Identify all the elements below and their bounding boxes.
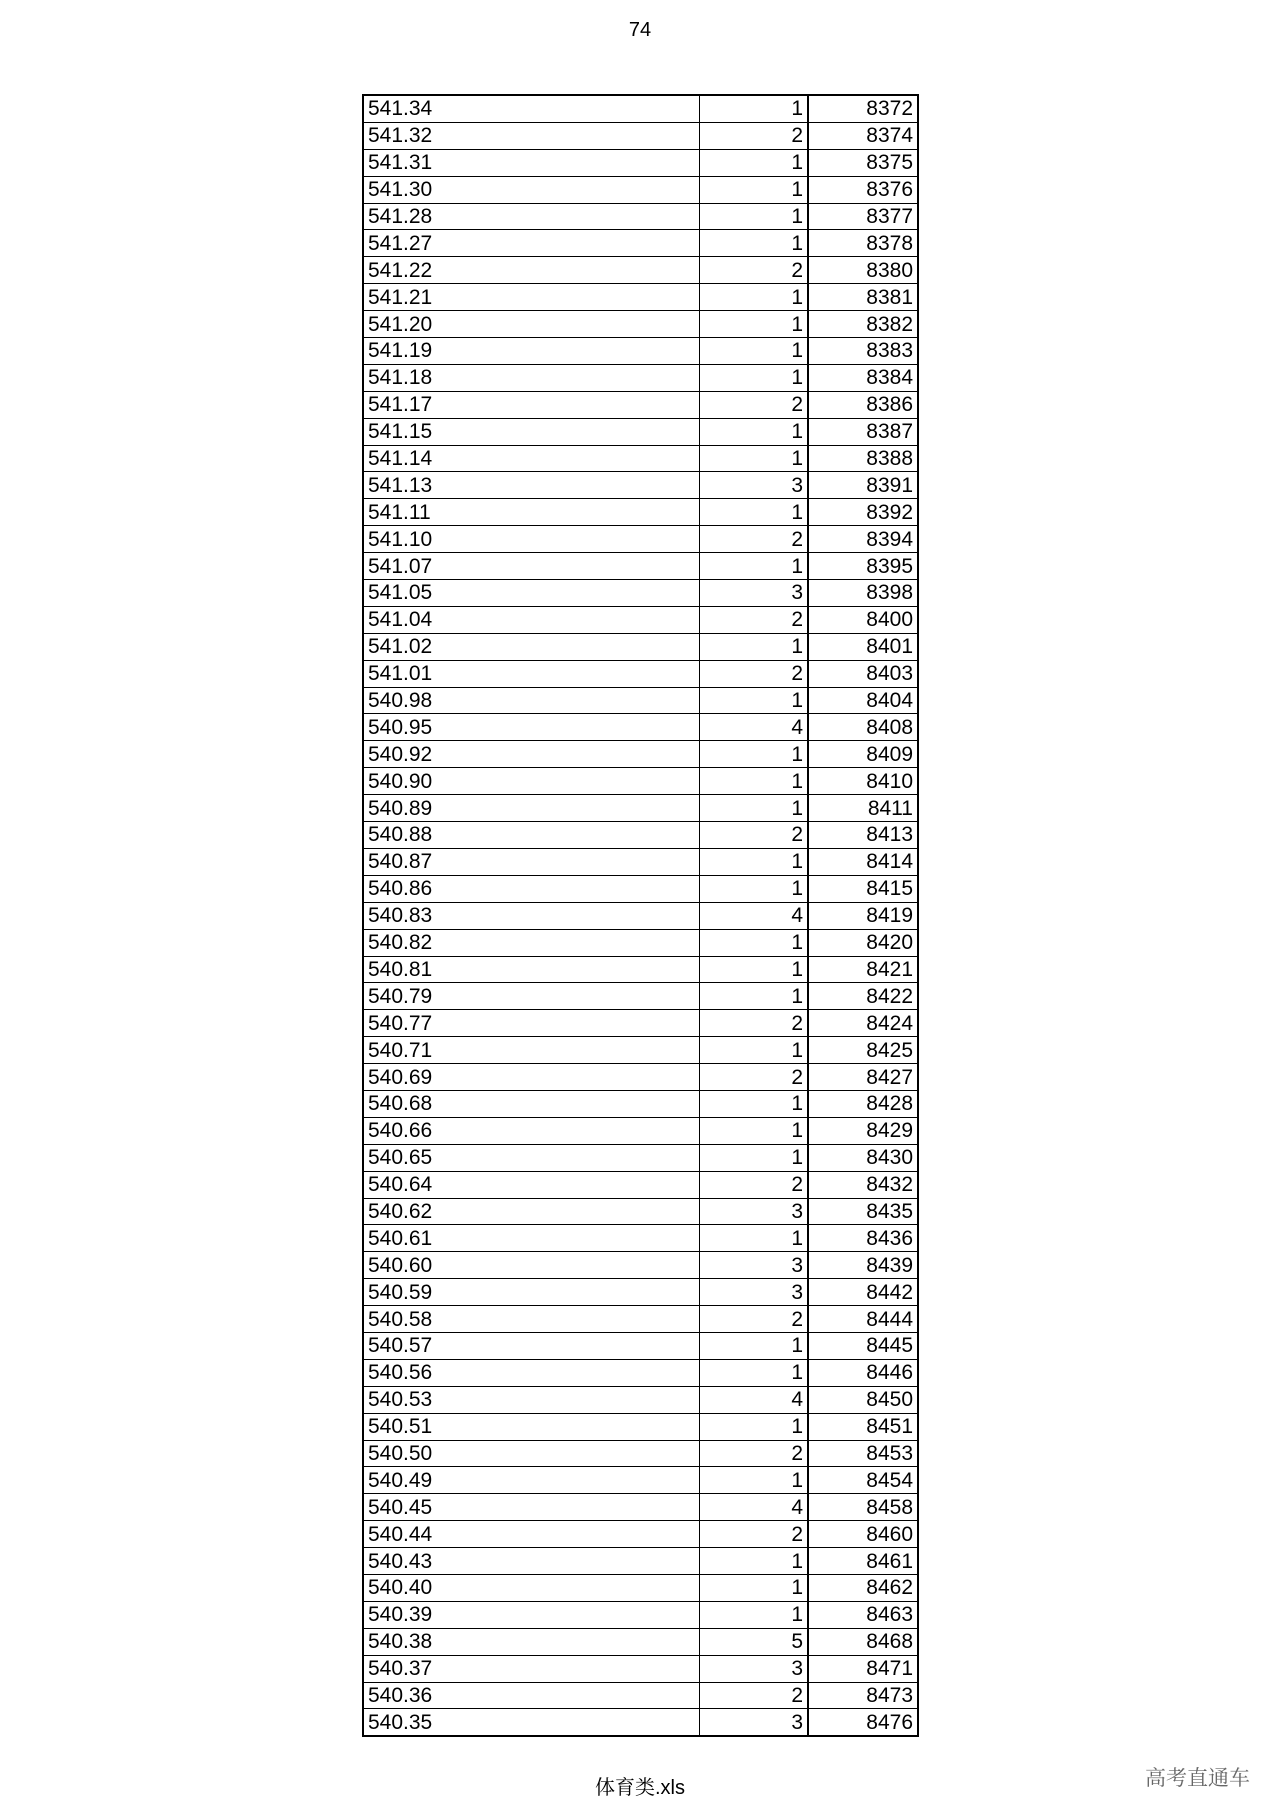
score-cell: 540.86: [363, 875, 699, 902]
table-row: [363, 1494, 918, 1521]
cumulative-cell: 8383: [808, 338, 918, 365]
cumulative-cell: 8451: [808, 1413, 918, 1440]
table-row: [363, 795, 918, 822]
cumulative-cell: 8409: [808, 741, 918, 768]
score-cell: 541.20: [363, 311, 699, 338]
table-row: [363, 1386, 918, 1413]
table-row: [363, 284, 918, 311]
cumulative-cell: 8388: [808, 445, 918, 472]
table-row: [363, 1037, 918, 1064]
count-cell: 1: [699, 1144, 808, 1171]
page-number: 74: [628, 19, 652, 41]
table-row: [363, 1198, 918, 1225]
count-cell: 1: [699, 149, 808, 176]
cumulative-cell: 8374: [808, 122, 918, 149]
cumulative-cell: 8377: [808, 203, 918, 230]
count-cell: 2: [699, 1306, 808, 1333]
table-row: [363, 848, 918, 875]
count-cell: 1: [699, 311, 808, 338]
table-row: [363, 714, 918, 741]
score-cell: 540.56: [363, 1359, 699, 1386]
table-row: [363, 1709, 918, 1736]
table-row: [363, 1413, 918, 1440]
table-row: [363, 391, 918, 418]
cumulative-cell: 8429: [808, 1117, 918, 1144]
score-cell: 541.04: [363, 606, 699, 633]
score-cell: 540.58: [363, 1306, 699, 1333]
count-cell: 1: [699, 1332, 808, 1359]
table-row: [363, 1682, 918, 1709]
score-cell: 541.17: [363, 391, 699, 418]
count-cell: 1: [699, 1117, 808, 1144]
table-row: [363, 364, 918, 391]
score-cell: 541.28: [363, 203, 699, 230]
cumulative-cell: 8458: [808, 1494, 918, 1521]
count-cell: 4: [699, 1386, 808, 1413]
count-cell: 3: [699, 1198, 808, 1225]
count-cell: 1: [699, 768, 808, 795]
score-cell: 541.27: [363, 230, 699, 257]
cumulative-cell: 8444: [808, 1306, 918, 1333]
count-cell: 3: [699, 1252, 808, 1279]
score-cell: 540.92: [363, 741, 699, 768]
cumulative-cell: 8392: [808, 499, 918, 526]
score-cell: 540.98: [363, 687, 699, 714]
score-cell: 540.88: [363, 822, 699, 849]
count-cell: 2: [699, 660, 808, 687]
score-cell: 540.59: [363, 1279, 699, 1306]
count-cell: 1: [699, 338, 808, 365]
score-cell: 540.90: [363, 768, 699, 795]
cumulative-cell: 8445: [808, 1332, 918, 1359]
count-cell: 2: [699, 122, 808, 149]
score-cell: 540.95: [363, 714, 699, 741]
score-cell: 541.02: [363, 633, 699, 660]
count-cell: 5: [699, 1628, 808, 1655]
score-cell: 541.22: [363, 257, 699, 284]
score-cell: 540.81: [363, 956, 699, 983]
cumulative-cell: 8400: [808, 606, 918, 633]
cumulative-cell: 8461: [808, 1548, 918, 1575]
count-cell: 4: [699, 714, 808, 741]
score-cell: 540.89: [363, 795, 699, 822]
cumulative-cell: 8420: [808, 929, 918, 956]
cumulative-cell: 8419: [808, 902, 918, 929]
score-cell: 541.34: [363, 95, 699, 122]
cumulative-cell: 8424: [808, 1010, 918, 1037]
table-body: [363, 95, 918, 1736]
table-row: [363, 822, 918, 849]
cumulative-cell: 8476: [808, 1709, 918, 1736]
score-cell: 541.32: [363, 122, 699, 149]
table-row: [363, 768, 918, 795]
cumulative-cell: 8442: [808, 1279, 918, 1306]
count-cell: 1: [699, 1037, 808, 1064]
cumulative-cell: 8391: [808, 472, 918, 499]
score-cell: 540.68: [363, 1090, 699, 1117]
footer-filename: 体育类.xls: [595, 1777, 685, 1799]
count-cell: 1: [699, 1225, 808, 1252]
score-cell: 541.15: [363, 418, 699, 445]
score-cell: 540.57: [363, 1332, 699, 1359]
count-cell: 1: [699, 687, 808, 714]
table-row: [363, 1117, 918, 1144]
table-row: [363, 176, 918, 203]
cumulative-cell: 8428: [808, 1090, 918, 1117]
cumulative-cell: 8404: [808, 687, 918, 714]
score-cell: 541.19: [363, 338, 699, 365]
score-cell: 540.38: [363, 1628, 699, 1655]
count-cell: 1: [699, 795, 808, 822]
count-cell: 1: [699, 418, 808, 445]
count-cell: 2: [699, 1440, 808, 1467]
cumulative-cell: 8471: [808, 1655, 918, 1682]
score-cell: 541.14: [363, 445, 699, 472]
table-row: [363, 338, 918, 365]
table-row: [363, 311, 918, 338]
score-cell: 540.35: [363, 1709, 699, 1736]
table-row: [363, 1655, 918, 1682]
count-cell: 1: [699, 1548, 808, 1575]
count-cell: 3: [699, 1655, 808, 1682]
count-cell: 1: [699, 1090, 808, 1117]
table-row: [363, 1548, 918, 1575]
score-cell: 540.82: [363, 929, 699, 956]
cumulative-cell: 8446: [808, 1359, 918, 1386]
cumulative-cell: 8454: [808, 1467, 918, 1494]
table-row: [363, 1332, 918, 1359]
cumulative-cell: 8413: [808, 822, 918, 849]
score-cell: 540.79: [363, 983, 699, 1010]
cumulative-cell: 8375: [808, 149, 918, 176]
count-cell: 1: [699, 1601, 808, 1628]
table-row: [363, 257, 918, 284]
table-row: [363, 230, 918, 257]
cumulative-cell: 8460: [808, 1521, 918, 1548]
cumulative-cell: 8380: [808, 257, 918, 284]
score-cell: 540.64: [363, 1171, 699, 1198]
cumulative-cell: 8395: [808, 553, 918, 580]
table-row: [363, 687, 918, 714]
score-cell: 540.37: [363, 1655, 699, 1682]
table-row: [363, 418, 918, 445]
count-cell: 1: [699, 364, 808, 391]
score-cell: 540.61: [363, 1225, 699, 1252]
table-row: [363, 149, 918, 176]
score-cell: 540.66: [363, 1117, 699, 1144]
count-cell: 2: [699, 1064, 808, 1091]
score-cell: 540.45: [363, 1494, 699, 1521]
table-row: [363, 1601, 918, 1628]
count-cell: 1: [699, 956, 808, 983]
cumulative-cell: 8436: [808, 1225, 918, 1252]
table-row: [363, 983, 918, 1010]
table-row: [363, 1467, 918, 1494]
cumulative-cell: 8398: [808, 580, 918, 607]
score-cell: 541.07: [363, 553, 699, 580]
table-row: [363, 660, 918, 687]
count-cell: 1: [699, 633, 808, 660]
count-cell: 1: [699, 929, 808, 956]
table-row: [363, 1225, 918, 1252]
cumulative-cell: 8386: [808, 391, 918, 418]
cumulative-cell: 8378: [808, 230, 918, 257]
count-cell: 2: [699, 1521, 808, 1548]
table-row: [363, 956, 918, 983]
count-cell: 1: [699, 284, 808, 311]
score-cell: 540.65: [363, 1144, 699, 1171]
table-row: [363, 203, 918, 230]
count-cell: 2: [699, 606, 808, 633]
cumulative-cell: 8415: [808, 875, 918, 902]
table-row: [363, 875, 918, 902]
count-cell: 1: [699, 1574, 808, 1601]
table-row: [363, 902, 918, 929]
score-cell: 540.71: [363, 1037, 699, 1064]
score-cell: 541.18: [363, 364, 699, 391]
cumulative-cell: 8411: [808, 795, 918, 822]
count-cell: 3: [699, 580, 808, 607]
cumulative-cell: 8432: [808, 1171, 918, 1198]
score-cell: 541.05: [363, 580, 699, 607]
table-row: [363, 1628, 918, 1655]
score-cell: 541.10: [363, 526, 699, 553]
count-cell: 4: [699, 1494, 808, 1521]
score-cell: 540.69: [363, 1064, 699, 1091]
cumulative-cell: 8401: [808, 633, 918, 660]
count-cell: 1: [699, 983, 808, 1010]
table-row: [363, 499, 918, 526]
watermark: 高考直通车: [1145, 1767, 1250, 1790]
table-row: [363, 526, 918, 553]
cumulative-cell: 8421: [808, 956, 918, 983]
score-cell: 540.60: [363, 1252, 699, 1279]
cumulative-cell: 8435: [808, 1198, 918, 1225]
count-cell: 3: [699, 472, 808, 499]
count-cell: 1: [699, 95, 808, 122]
count-cell: 1: [699, 1359, 808, 1386]
table-row: [363, 1279, 918, 1306]
count-cell: 1: [699, 1467, 808, 1494]
cumulative-cell: 8394: [808, 526, 918, 553]
count-cell: 1: [699, 553, 808, 580]
score-cell: 541.11: [363, 499, 699, 526]
score-cell: 541.01: [363, 660, 699, 687]
table-row: [363, 580, 918, 607]
score-cell: 541.30: [363, 176, 699, 203]
cumulative-cell: 8414: [808, 848, 918, 875]
score-cell: 540.77: [363, 1010, 699, 1037]
count-cell: 1: [699, 499, 808, 526]
table-row: [363, 1252, 918, 1279]
table-row: [363, 1306, 918, 1333]
cumulative-cell: 8430: [808, 1144, 918, 1171]
table-row: [363, 1090, 918, 1117]
count-cell: 1: [699, 848, 808, 875]
table-row: [363, 1171, 918, 1198]
count-cell: 1: [699, 875, 808, 902]
cumulative-cell: 8462: [808, 1574, 918, 1601]
table-row: [363, 1574, 918, 1601]
cumulative-cell: 8387: [808, 418, 918, 445]
count-cell: 2: [699, 391, 808, 418]
score-cell: 541.13: [363, 472, 699, 499]
score-cell: 540.40: [363, 1574, 699, 1601]
table-row: [363, 553, 918, 580]
table-row: [363, 1521, 918, 1548]
count-cell: 2: [699, 526, 808, 553]
cumulative-cell: 8403: [808, 660, 918, 687]
count-cell: 2: [699, 1010, 808, 1037]
cumulative-cell: 8422: [808, 983, 918, 1010]
score-cell: 540.44: [363, 1521, 699, 1548]
score-cell: 540.83: [363, 902, 699, 929]
table-row: [363, 122, 918, 149]
table-row: [363, 95, 918, 122]
score-cell: 540.43: [363, 1548, 699, 1575]
score-cell: 541.21: [363, 284, 699, 311]
score-cell: 540.53: [363, 1386, 699, 1413]
count-cell: 1: [699, 176, 808, 203]
count-cell: 1: [699, 445, 808, 472]
cumulative-cell: 8427: [808, 1064, 918, 1091]
count-cell: 2: [699, 1682, 808, 1709]
score-cell: 541.31: [363, 149, 699, 176]
count-cell: 4: [699, 902, 808, 929]
cumulative-cell: 8410: [808, 768, 918, 795]
count-cell: 1: [699, 230, 808, 257]
cumulative-cell: 8372: [808, 95, 918, 122]
score-cell: 540.50: [363, 1440, 699, 1467]
cumulative-cell: 8439: [808, 1252, 918, 1279]
cumulative-cell: 8408: [808, 714, 918, 741]
cumulative-cell: 8468: [808, 1628, 918, 1655]
cumulative-cell: 8450: [808, 1386, 918, 1413]
table-row: [363, 633, 918, 660]
cumulative-cell: 8453: [808, 1440, 918, 1467]
score-cell: 540.51: [363, 1413, 699, 1440]
table-row: [363, 1144, 918, 1171]
table-row: [363, 1440, 918, 1467]
count-cell: 1: [699, 741, 808, 768]
score-cell: 540.39: [363, 1601, 699, 1628]
count-cell: 2: [699, 822, 808, 849]
cumulative-cell: 8384: [808, 364, 918, 391]
cumulative-cell: 8463: [808, 1601, 918, 1628]
cumulative-cell: 8381: [808, 284, 918, 311]
count-cell: 3: [699, 1709, 808, 1736]
table-row: [363, 1359, 918, 1386]
cumulative-cell: 8376: [808, 176, 918, 203]
count-cell: 1: [699, 203, 808, 230]
table-row: [363, 1064, 918, 1091]
cumulative-cell: 8473: [808, 1682, 918, 1709]
table-row: [363, 606, 918, 633]
table-row: [363, 472, 918, 499]
cumulative-cell: 8382: [808, 311, 918, 338]
score-table: [362, 94, 919, 1737]
score-cell: 540.49: [363, 1467, 699, 1494]
cumulative-cell: 8425: [808, 1037, 918, 1064]
table-row: [363, 929, 918, 956]
table-row: [363, 741, 918, 768]
count-cell: 3: [699, 1279, 808, 1306]
count-cell: 1: [699, 1413, 808, 1440]
table-row: [363, 445, 918, 472]
score-cell: 540.62: [363, 1198, 699, 1225]
table-row: [363, 1010, 918, 1037]
score-cell: 540.87: [363, 848, 699, 875]
count-cell: 2: [699, 1171, 808, 1198]
score-cell: 540.36: [363, 1682, 699, 1709]
count-cell: 2: [699, 257, 808, 284]
